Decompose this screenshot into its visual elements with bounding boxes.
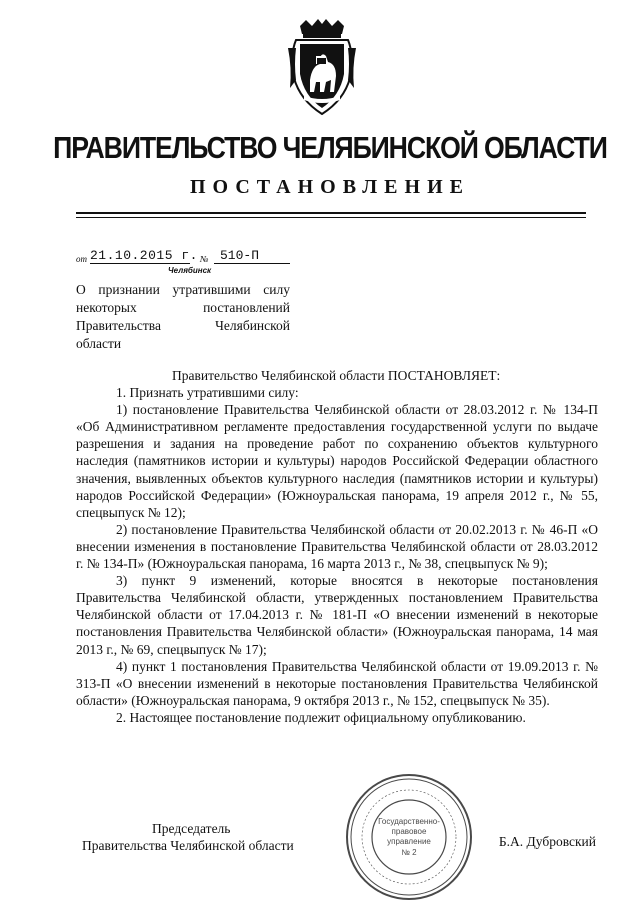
body-intro: Правительство Челябинской области ПОСТАНОВЛЯЕТ:: [172, 368, 501, 383]
document-number: 510-П: [214, 248, 290, 264]
signatory-role-line2: Правительства Челябинской области: [82, 838, 294, 853]
subject-line: области: [76, 336, 122, 351]
chelyabinsk-coat-of-arms-icon: [286, 18, 358, 118]
body-paragraph: 2) постановление Правительства Челябинской области от 20.02.2013 г. № 46-П «О внесении изменения в постановление Правительства Челябинской области от 28.03.2012 г. № 134-П» (Южноуральская панорама, 16 марта 2013 г., № 38, спецвыпуск № 9);: [76, 521, 598, 572]
body-paragraph: 1. Признать утратившими силу:: [116, 385, 299, 401]
subject-line: О признании утратившими силу: [76, 282, 290, 297]
from-label: от: [76, 254, 87, 264]
seal-center-line: № 2: [401, 848, 417, 857]
document-date: 21.10.2015 г.: [90, 248, 198, 263]
seal-center-line: управление: [387, 837, 431, 846]
body-paragraph: 3) пункт 9 изменений, которые вносятся в некоторые постановления Правительства Челябинской области, утвержденных постановлением Правительства Челябинской области от 17.04.2013 г. № 181-П «О внесении изменений в некоторые постановления Правительства Челябинской области» (Южноуральская панорама, 14 мая 2013 г., № 69, спецвыпуск № 17);: [76, 573, 598, 657]
official-seal: [342, 770, 476, 904]
header-divider-thin: [76, 217, 586, 218]
document-type: ПОСТАНОВЛЕНИЕ: [190, 176, 470, 198]
organization-title: ПРАВИТЕЛЬСТВО ЧЕЛЯБИНСКОЙ ОБЛАСТИ: [53, 130, 607, 165]
seal-center-line: Государственно-: [378, 817, 440, 826]
subject-line: некоторых постановлений: [76, 300, 290, 315]
body-paragraph: 2. Настоящее постановление подлежит официальному опубликованию.: [116, 709, 526, 725]
number-label: №: [200, 254, 209, 264]
body-paragraph: 1) постановление Правительства Челябинской области от 28.03.2012 г. № 134-П «Об Административном регламенте предоставления государственной услуги по выдаче разрешения и задания на проведение работ по сохранению объектов культурного наследия (памятников истории и культуры) народов Российской Федерации областного значения, выявленных объектов культурного наследия (памятников истории и культуры) народов Российской Федерации» (Южноуральская панорама, 19 апреля 2012 г., № 55, спецвыпуск № 12);: [76, 402, 598, 520]
header-divider-thick: [76, 212, 586, 214]
document-subject: [76, 281, 290, 353]
signatory-name: Б.А. Дубровский: [498, 834, 596, 849]
document-body: [76, 367, 598, 726]
city-label: Челябинск: [168, 266, 212, 275]
signatory-role: Председатель: [152, 821, 231, 836]
subject-line: Правительства Челябинской: [76, 318, 290, 333]
seal-center-line: правовое: [391, 827, 427, 836]
body-paragraph: 4) пункт 1 постановления Правительства Челябинской области от 19.09.2013 г. № 313-П «О внесении изменений в некоторые постановления Правительства Челябинской области» (Южноуральская панорама, 9 октября 2013 г., № 152, спецвыпуск № 35).: [76, 658, 598, 708]
